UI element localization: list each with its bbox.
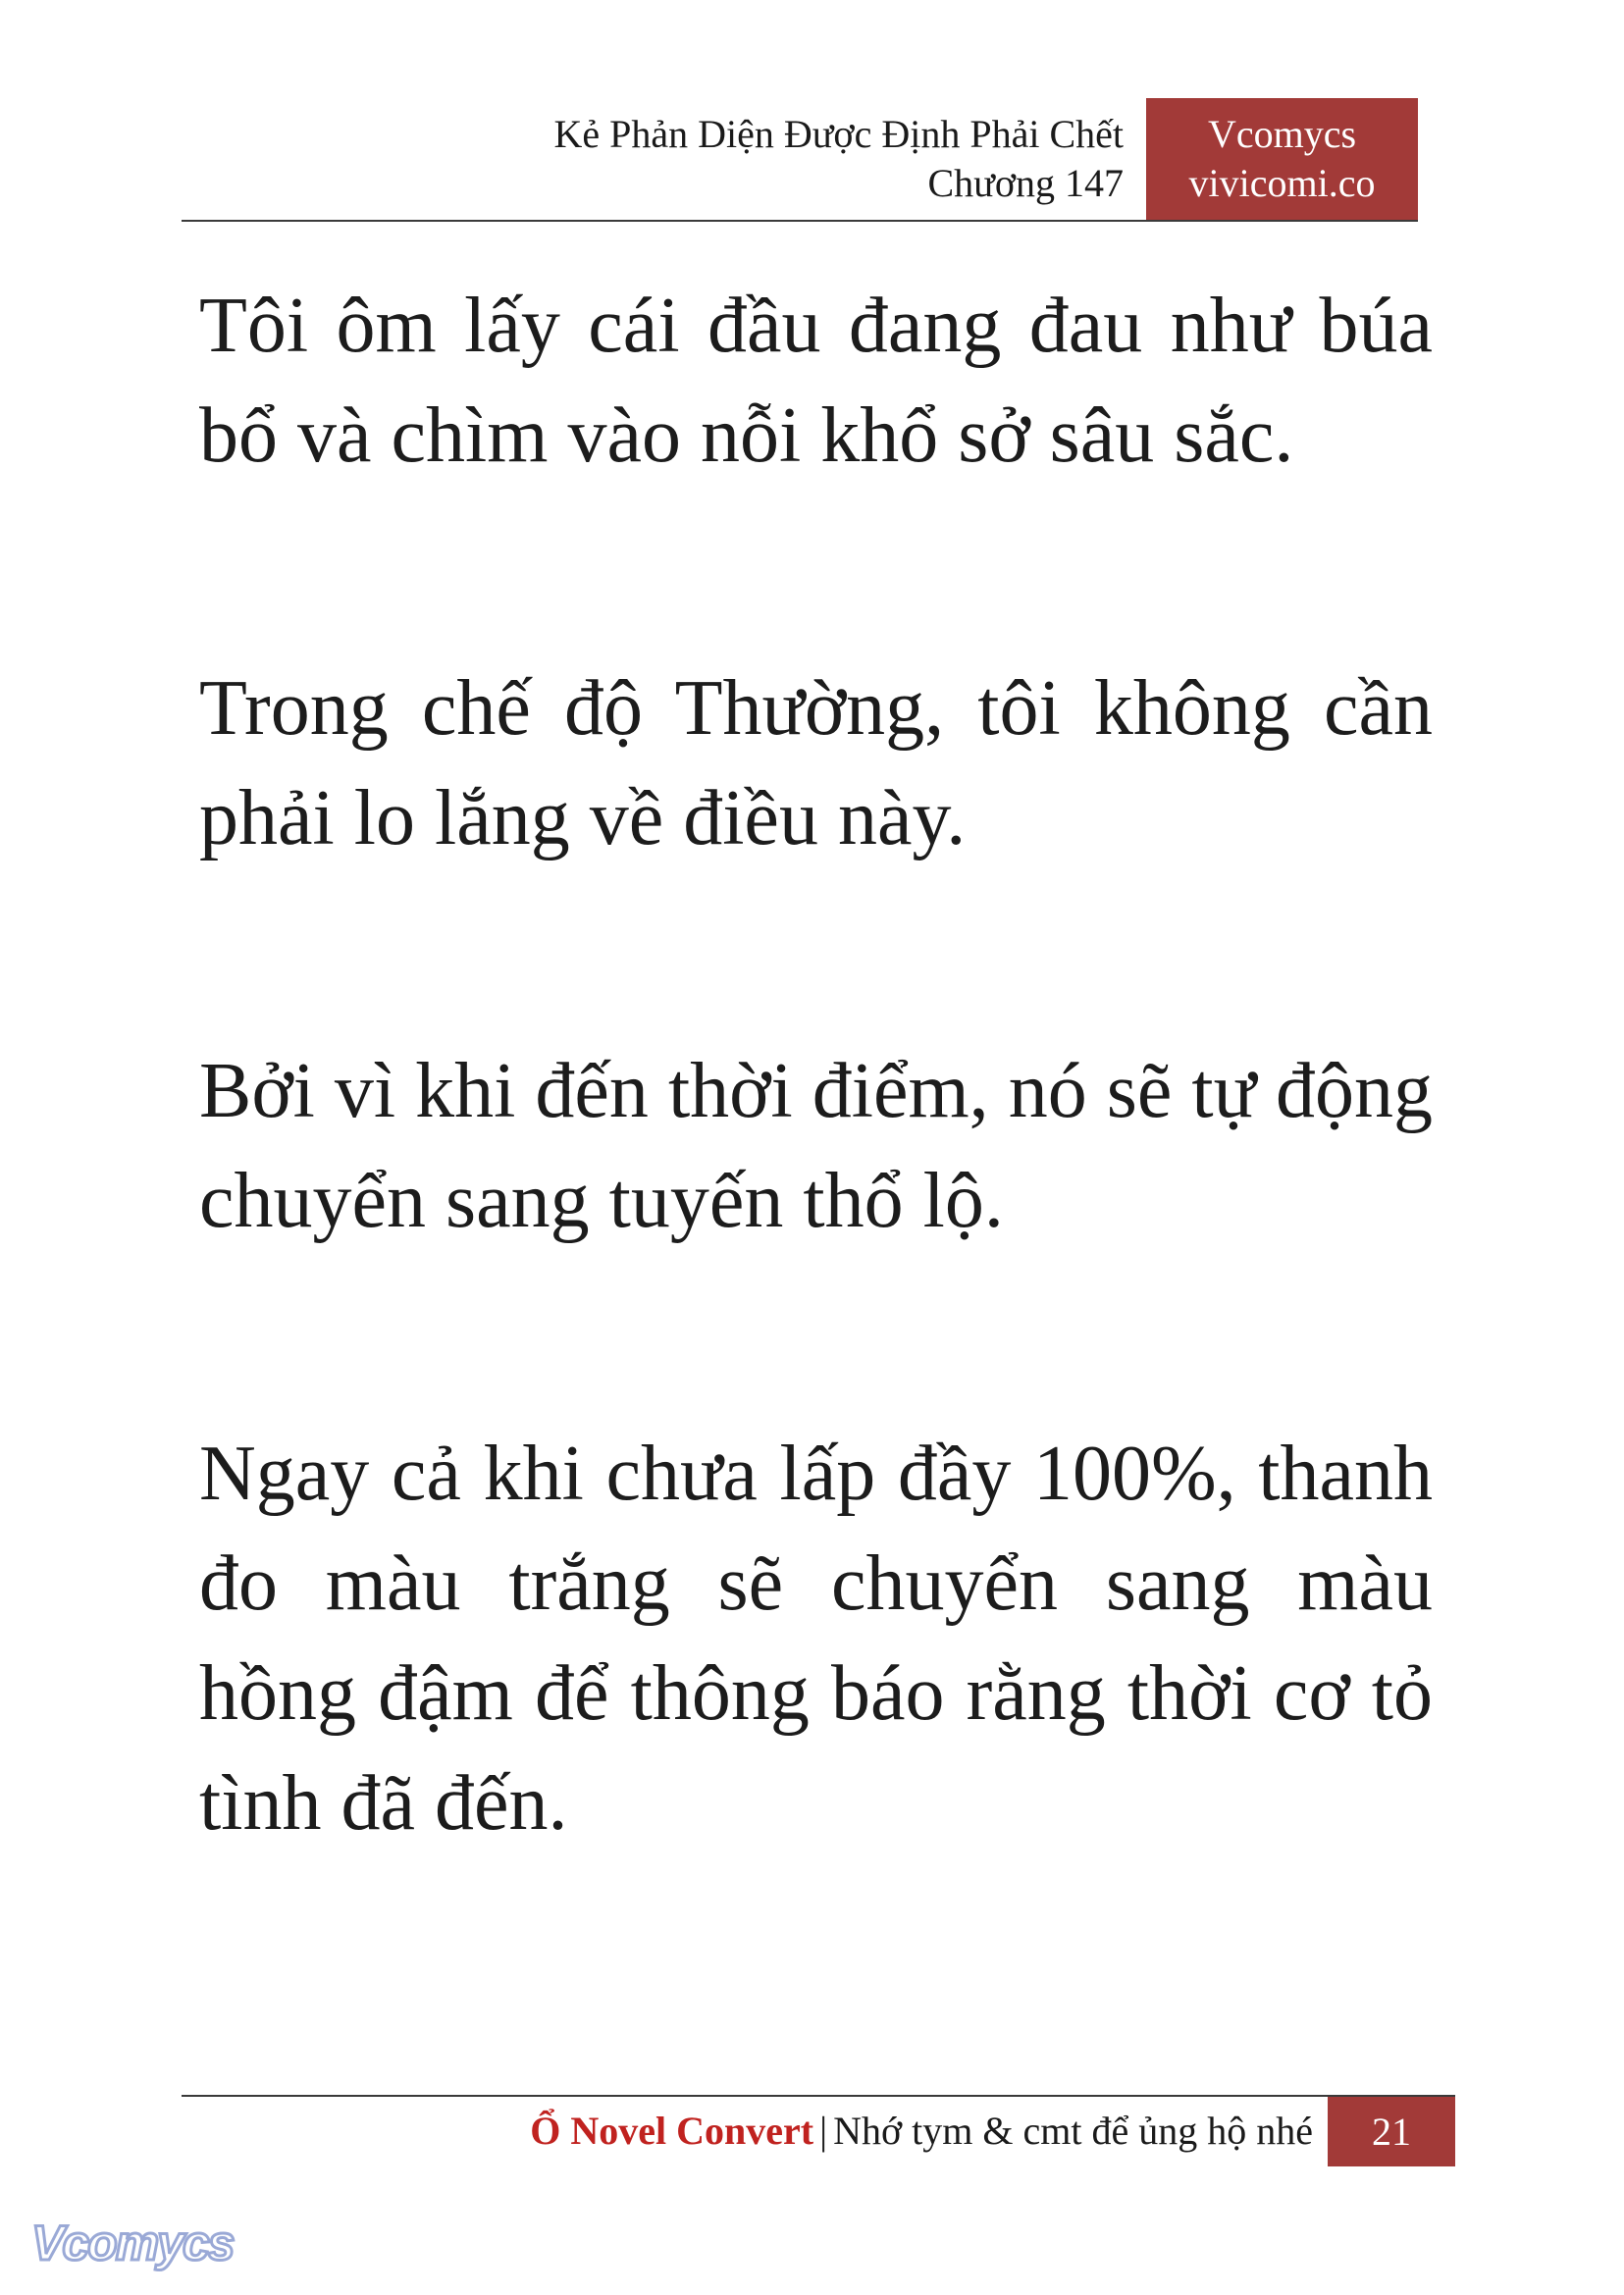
footer-brand: Ổ Novel Convert [530, 2109, 814, 2153]
paragraph: Trong chế độ Thường, tôi không cần phải lo lắng về điều này. [199, 665, 1433, 861]
site-badge [1146, 98, 1418, 220]
footer-note: Nhớ tym & cmt để ủng hộ nhé [833, 2109, 1313, 2153]
vcomycs-watermark-logo [27, 2213, 253, 2281]
book-title: Kẻ Phản Diện Được Định Phải Chết [553, 112, 1124, 156]
site-badge-name: Vcomycs [1207, 112, 1357, 156]
paragraph: Tôi ôm lấy cái đầu đang đau như búa bổ và chìm vào nỗi khổ sở sâu sắc. [199, 283, 1433, 479]
header-divider [182, 220, 1418, 222]
paragraph: Ngay cả khi chưa lấp đầy 100%, thanh đo màu trắng sẽ chuyển sang màu hồng đậm để thông báo rằng thời cơ tỏ tình đã đến. [199, 1431, 1433, 1847]
chapter-label: Chương 147 [927, 161, 1124, 205]
page-number: 21 [1328, 2097, 1455, 2166]
page-footer [182, 2097, 1455, 2166]
chapter-body [199, 271, 1433, 2021]
footer-text [530, 2107, 1313, 2156]
footer-separator: | [819, 2109, 828, 2153]
paragraph: Bởi vì khi đến thời điểm, nó sẽ tự động chuyển sang tuyến thổ lộ. [199, 1048, 1433, 1244]
watermark-text: Vcomycs [31, 2216, 234, 2270]
site-badge-url: vivicomi.co [1188, 161, 1376, 205]
header-text-block [553, 110, 1124, 208]
page-header [182, 98, 1418, 220]
